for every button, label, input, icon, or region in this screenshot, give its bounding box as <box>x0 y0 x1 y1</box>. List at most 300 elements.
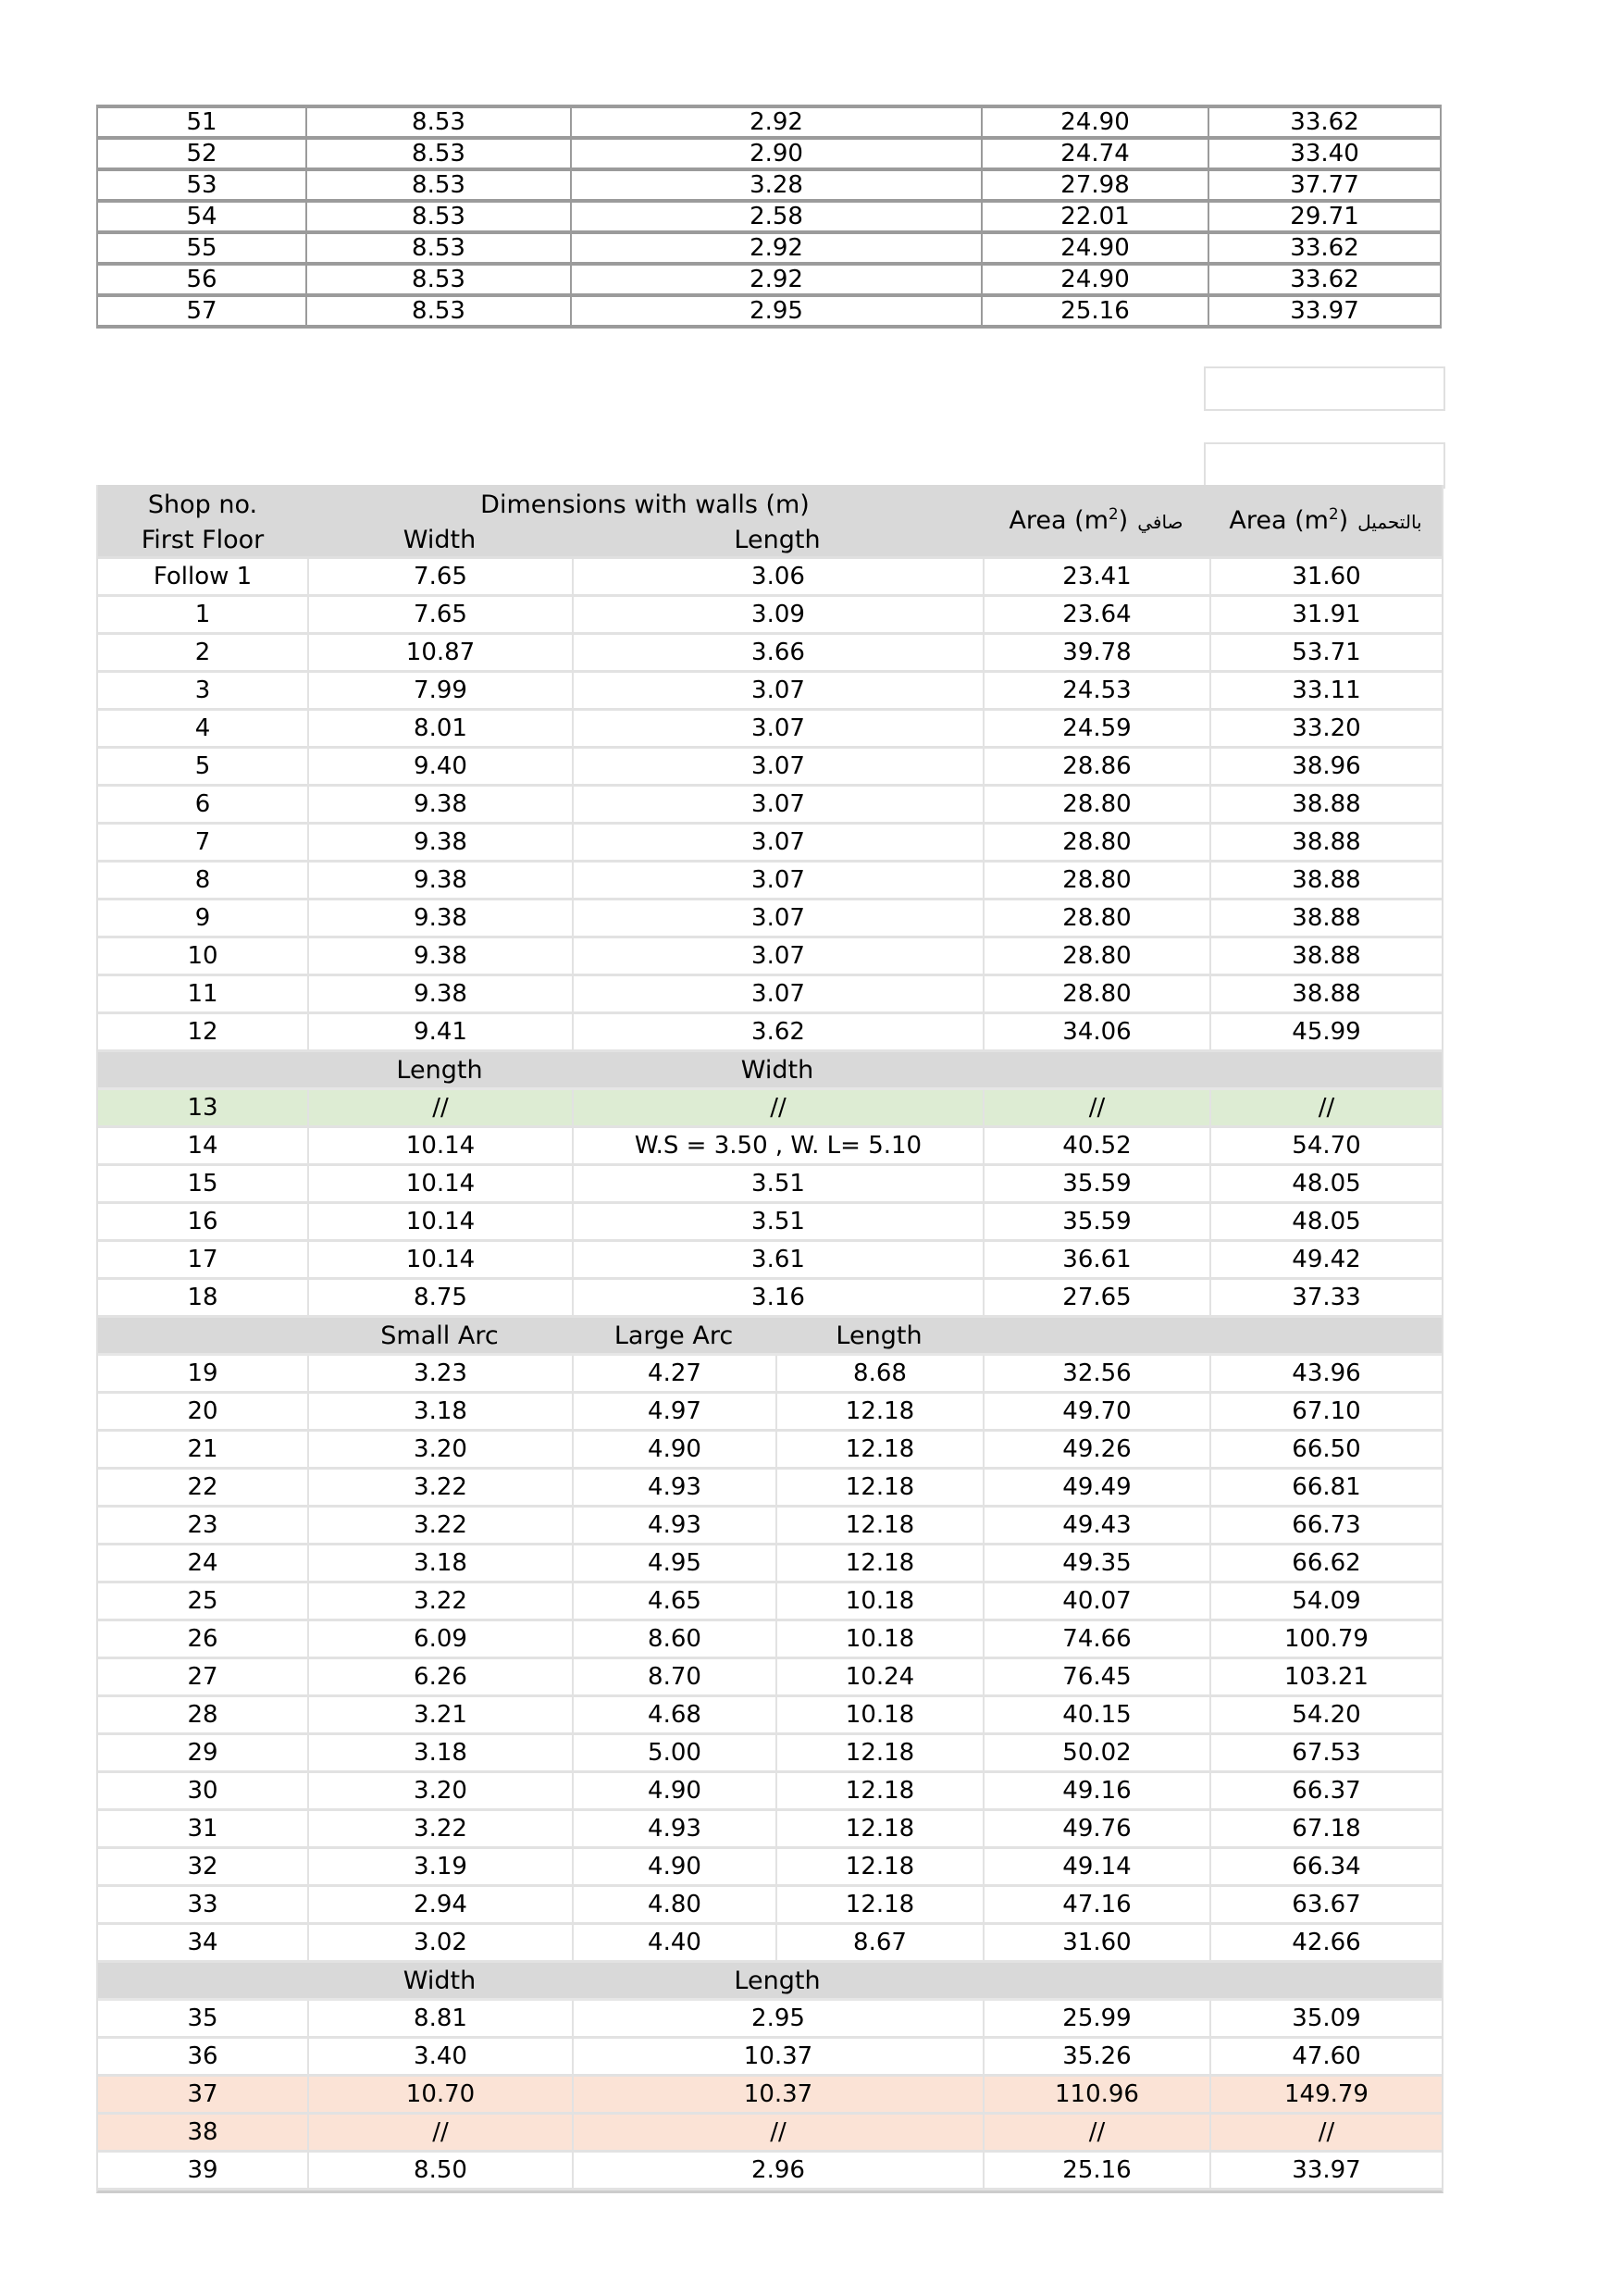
table-cell: 3.51 <box>572 1166 983 1204</box>
table-cell: 47.60 <box>1209 2039 1442 2077</box>
table-cell: 38.88 <box>1209 976 1442 1014</box>
table-cell: 8.53 <box>306 169 571 201</box>
table-cell: 8.53 <box>306 264 571 295</box>
table-cell: 4.40 <box>572 1925 775 1963</box>
table-cell: 38.88 <box>1209 825 1442 863</box>
table-cell: 2.92 <box>571 264 982 295</box>
table-cell <box>983 1963 1209 2001</box>
table-cell: 24.53 <box>983 673 1209 711</box>
table-cell: 49.70 <box>983 1394 1209 1432</box>
table-row <box>98 787 1442 825</box>
table-row <box>98 1090 1442 1128</box>
table-cell: 54 <box>97 201 306 232</box>
table-cell: 53.71 <box>1209 635 1442 673</box>
table-cell: 67.10 <box>1209 1394 1442 1432</box>
table-cell: 20 <box>98 1394 307 1432</box>
table-cell: 9.38 <box>307 900 572 938</box>
table-cell: 18 <box>98 1280 307 1318</box>
area-loaded-label: Area $(m^2)$ <box>1229 504 1349 535</box>
table-cell: 66.37 <box>1209 1773 1442 1811</box>
table-cell: 28.80 <box>983 825 1209 863</box>
table-cell: 38.88 <box>1209 787 1442 825</box>
table-cell: 34 <box>98 1925 307 1963</box>
table-cell: 66.62 <box>1209 1545 1442 1583</box>
table-cell: 8.60 <box>572 1621 775 1659</box>
table-cell <box>98 1963 307 2001</box>
table-row <box>97 169 1441 201</box>
table-cell: 3.51 <box>572 1204 983 1242</box>
table-cell: 23.41 <box>983 559 1209 597</box>
table-cell: 1 <box>98 597 307 635</box>
table-cell: 57 <box>97 295 306 327</box>
table-cell: 8.53 <box>306 295 571 327</box>
table-row <box>98 1621 1442 1659</box>
table-cell: 27.98 <box>982 169 1208 201</box>
table-cell: 23 <box>98 1508 307 1545</box>
table-cell: 3.07 <box>572 976 983 1014</box>
table-cell: 45.99 <box>1209 1014 1442 1052</box>
table-row <box>97 138 1441 169</box>
table-row <box>98 749 1442 787</box>
table-cell: 4.93 <box>572 1508 775 1545</box>
table-cell: 35 <box>98 2001 307 2039</box>
table-cell: 12.18 <box>775 1545 983 1583</box>
table-cell: 35.09 <box>1209 2001 1442 2039</box>
table-cell: 28 <box>98 1697 307 1735</box>
table-cell: 32.56 <box>983 1356 1209 1394</box>
table-cell: 10.14 <box>307 1242 572 1280</box>
table-cell: 4.68 <box>572 1697 775 1735</box>
table-row <box>98 1394 1442 1432</box>
table-row <box>98 1318 1442 1356</box>
table-cell: Width <box>307 1963 572 2001</box>
table-cell: 2.92 <box>571 106 982 138</box>
table-cell: 49.16 <box>983 1773 1209 1811</box>
table-cell: 2.94 <box>307 1887 572 1925</box>
table-cell: 16 <box>98 1204 307 1242</box>
table-cell: 37.33 <box>1209 1280 1442 1318</box>
table-cell: 54.20 <box>1209 1697 1442 1735</box>
table-cell: 10.37 <box>572 2077 983 2115</box>
table-cell: 9 <box>98 900 307 938</box>
table-row <box>98 559 1442 597</box>
table-row <box>98 1052 1442 1090</box>
table-cell: 33.40 <box>1208 138 1441 169</box>
col-header-area-net <box>983 485 1209 559</box>
table-cell: 21 <box>98 1432 307 1470</box>
table-cell <box>98 1318 307 1356</box>
table-cell: 3.18 <box>307 1735 572 1773</box>
table-cell: 2.90 <box>571 138 982 169</box>
table-cell: 3.07 <box>572 673 983 711</box>
table-cell: 55 <box>97 232 306 264</box>
table-cell: 63.67 <box>1209 1887 1442 1925</box>
table-cell: 3.07 <box>572 749 983 787</box>
table-cell: 24.90 <box>982 264 1208 295</box>
table-row <box>98 2001 1442 2039</box>
table-cell: 3.61 <box>572 1242 983 1280</box>
table-cell: 24.74 <box>982 138 1208 169</box>
table-cell: 9.38 <box>307 787 572 825</box>
table-cell: 28.80 <box>983 938 1209 976</box>
table-row <box>98 673 1442 711</box>
table-cell: 23.64 <box>983 597 1209 635</box>
table-cell: 7.65 <box>307 597 572 635</box>
table-row <box>98 825 1442 863</box>
table-cell: W.S = 3.50 , W. L= 5.10 <box>572 1128 983 1166</box>
table-cell: 66.73 <box>1209 1508 1442 1545</box>
table-cell: 3.18 <box>307 1394 572 1432</box>
table-cell: 31.60 <box>983 1925 1209 1963</box>
table-cell: 3.28 <box>571 169 982 201</box>
table-cell: 8.53 <box>306 232 571 264</box>
table-cell: 3.22 <box>307 1508 572 1545</box>
table-cell: 49.76 <box>983 1811 1209 1849</box>
table-cell: 34.06 <box>983 1014 1209 1052</box>
table-cell: 29.71 <box>1208 201 1441 232</box>
table-cell: 7.65 <box>307 559 572 597</box>
table-cell: 3.07 <box>572 938 983 976</box>
table-cell: 29 <box>98 1735 307 1773</box>
table-cell: 31.91 <box>1209 597 1442 635</box>
table-cell: // <box>1209 1090 1442 1128</box>
table-cell: 2.96 <box>572 2153 983 2191</box>
table-cell: 76.45 <box>983 1659 1209 1697</box>
col-header-dimensions: Dimensions with walls (m) <box>307 485 983 524</box>
table-cell: 8.53 <box>306 106 571 138</box>
table-cell: 12.18 <box>775 1849 983 1887</box>
table-cell: 12.18 <box>775 1508 983 1545</box>
table-row <box>98 1849 1442 1887</box>
table-cell: 8.50 <box>307 2153 572 2191</box>
table-cell: 7.99 <box>307 673 572 711</box>
table-cell: 28.80 <box>983 863 1209 900</box>
table-cell: 12.18 <box>775 1432 983 1470</box>
table-cell: 7 <box>98 825 307 863</box>
table-cell: 5 <box>98 749 307 787</box>
table-cell: 3.07 <box>572 787 983 825</box>
table-cell: 12.18 <box>775 1394 983 1432</box>
table-cell: 10.24 <box>775 1659 983 1697</box>
table-cell: 19 <box>98 1356 307 1394</box>
table-cell: 14 <box>98 1128 307 1166</box>
area-loaded-arabic-label: بالتحميل <box>1357 511 1422 533</box>
table-row <box>98 1735 1442 1773</box>
table-cell: 3.19 <box>307 1849 572 1887</box>
table-cell: 49.14 <box>983 1849 1209 1887</box>
table-cell: 49.49 <box>983 1470 1209 1508</box>
table-row <box>98 1659 1442 1697</box>
table-cell: 4 <box>98 711 307 749</box>
table-cell: // <box>307 1090 572 1128</box>
table-cell: 8.01 <box>307 711 572 749</box>
table-cell: 8.75 <box>307 1280 572 1318</box>
col-header-first-floor: First Floor <box>98 524 307 559</box>
upper-table-body <box>97 106 1441 327</box>
table-cell: 3.18 <box>307 1545 572 1583</box>
table-row <box>98 2039 1442 2077</box>
table-cell: 3.20 <box>307 1773 572 1811</box>
table-cell: 8.67 <box>775 1925 983 1963</box>
table-cell: 8.68 <box>775 1356 983 1394</box>
table-cell: 39.78 <box>983 635 1209 673</box>
col-header-shop-no: Shop no. <box>98 485 307 524</box>
table-cell: 74.66 <box>983 1621 1209 1659</box>
table-cell: 2.92 <box>571 232 982 264</box>
table-row <box>98 1773 1442 1811</box>
table-cell: Length <box>775 1318 983 1356</box>
table-cell: // <box>1209 2115 1442 2153</box>
table-cell: 49.35 <box>983 1545 1209 1583</box>
table-cell: 22.01 <box>982 201 1208 232</box>
table-cell: 8.53 <box>306 201 571 232</box>
table-cell: 24.90 <box>982 106 1208 138</box>
table-row <box>98 1583 1442 1621</box>
table-cell: 3.07 <box>572 711 983 749</box>
table-header <box>98 485 1442 559</box>
table-cell <box>983 1052 1209 1090</box>
table-cell: 22 <box>98 1470 307 1508</box>
table-cell: 10.18 <box>775 1697 983 1735</box>
table-cell: 9.38 <box>307 863 572 900</box>
table-cell: 33.97 <box>1209 2153 1442 2191</box>
table-cell: 10 <box>98 938 307 976</box>
table-cell: 2.58 <box>571 201 982 232</box>
table-cell: 8 <box>98 863 307 900</box>
table-cell: 49.26 <box>983 1432 1209 1470</box>
table-cell: 15 <box>98 1166 307 1204</box>
table-row <box>98 1508 1442 1545</box>
table-cell: 10.87 <box>307 635 572 673</box>
table-cell: 37 <box>98 2077 307 2115</box>
table-cell: 67.53 <box>1209 1735 1442 1773</box>
table-row <box>98 1356 1442 1394</box>
table-cell: 10.37 <box>572 2039 983 2077</box>
table-cell: Length <box>572 1963 983 2001</box>
table-cell: 3.40 <box>307 2039 572 2077</box>
table-cell: 54.70 <box>1209 1128 1442 1166</box>
table-cell: 3.22 <box>307 1470 572 1508</box>
table-cell: 24 <box>98 1545 307 1583</box>
table-cell: 12.18 <box>775 1773 983 1811</box>
table-cell: 8.81 <box>307 2001 572 2039</box>
table-cell: 11 <box>98 976 307 1014</box>
table-cell: 32 <box>98 1849 307 1887</box>
table-cell <box>98 1052 307 1090</box>
table-cell: 31 <box>98 1811 307 1849</box>
table-cell: // <box>572 1090 983 1128</box>
empty-cell <box>1204 442 1445 489</box>
table-row <box>98 1697 1442 1735</box>
table-cell: 9.41 <box>307 1014 572 1052</box>
table-cell: 66.34 <box>1209 1849 1442 1887</box>
table-cell: Width <box>572 1052 983 1090</box>
table-cell: 36 <box>98 2039 307 2077</box>
table-cell: 9.38 <box>307 938 572 976</box>
table-cell: 9.40 <box>307 749 572 787</box>
table-cell: 9.38 <box>307 976 572 1014</box>
table-cell: 24.59 <box>983 711 1209 749</box>
table-cell: 3.07 <box>572 825 983 863</box>
table-cell: 10.18 <box>775 1621 983 1659</box>
table-cell: 3.09 <box>572 597 983 635</box>
table-cell: 4.95 <box>572 1545 775 1583</box>
table-cell: 35.26 <box>983 2039 1209 2077</box>
table-row <box>98 1166 1442 1204</box>
table-row <box>98 1128 1442 1166</box>
table-row <box>98 1811 1442 1849</box>
table-cell: 48.05 <box>1209 1166 1442 1204</box>
table-cell: 35.59 <box>983 1166 1209 1204</box>
table-cell: 9.38 <box>307 825 572 863</box>
table-cell: 3.21 <box>307 1697 572 1735</box>
table-row <box>98 938 1442 976</box>
table-cell: 38.88 <box>1209 938 1442 976</box>
table-cell: 39 <box>98 2153 307 2191</box>
table-cell: 10.14 <box>307 1166 572 1204</box>
table-row <box>97 295 1441 327</box>
table-cell: 33.97 <box>1208 295 1441 327</box>
table-cell: 36.61 <box>983 1242 1209 1280</box>
table-row <box>98 1014 1442 1052</box>
upper-table <box>96 105 1442 329</box>
table-cell <box>1209 1052 1442 1090</box>
table-cell: 10.14 <box>307 1204 572 1242</box>
table-row <box>98 2115 1442 2153</box>
table-cell: 3.62 <box>572 1014 983 1052</box>
empty-cell <box>1204 366 1445 411</box>
table-row <box>98 1925 1442 1963</box>
table-row <box>98 1545 1442 1583</box>
table-cell: 24.90 <box>982 232 1208 264</box>
table-cell: 28.80 <box>983 787 1209 825</box>
table-cell: 6 <box>98 787 307 825</box>
table-cell: 4.80 <box>572 1887 775 1925</box>
table-cell: 8.53 <box>306 138 571 169</box>
table-cell: 40.52 <box>983 1128 1209 1166</box>
col-header-length: Length <box>572 524 983 559</box>
table-cell: 54.09 <box>1209 1583 1442 1621</box>
table-cell: // <box>572 2115 983 2153</box>
table-cell: 12.18 <box>775 1811 983 1849</box>
table-cell: 33.11 <box>1209 673 1442 711</box>
table-cell: 110.96 <box>983 2077 1209 2115</box>
table-row <box>98 900 1442 938</box>
table-cell: 4.93 <box>572 1811 775 1849</box>
table-row <box>98 1432 1442 1470</box>
table-cell: 30 <box>98 1773 307 1811</box>
table-cell: 2.95 <box>572 2001 983 2039</box>
table-cell: 3.66 <box>572 635 983 673</box>
table-cell: 40.07 <box>983 1583 1209 1621</box>
table-cell: 25 <box>98 1583 307 1621</box>
table-cell: 3.22 <box>307 1583 572 1621</box>
table-cell: 33 <box>98 1887 307 1925</box>
table-cell: 31.60 <box>1209 559 1442 597</box>
table-row <box>98 635 1442 673</box>
table-cell: 26 <box>98 1621 307 1659</box>
table-row <box>98 1242 1442 1280</box>
table-cell: 103.21 <box>1209 1659 1442 1697</box>
table-cell: 42.66 <box>1209 1925 1442 1963</box>
area-net-arabic-label: صافي <box>1137 511 1183 533</box>
shops-table-body <box>98 559 1442 2191</box>
table-cell: 4.90 <box>572 1849 775 1887</box>
table-row <box>98 711 1442 749</box>
table-cell: 49.42 <box>1209 1242 1442 1280</box>
col-header-area-loaded <box>1209 485 1442 559</box>
table-row <box>98 1470 1442 1508</box>
table-cell: 33.20 <box>1209 711 1442 749</box>
table-cell: 35.59 <box>983 1204 1209 1242</box>
table-cell: 6.09 <box>307 1621 572 1659</box>
table-cell: 66.81 <box>1209 1470 1442 1508</box>
table-cell: 28.86 <box>983 749 1209 787</box>
table-cell: 53 <box>97 169 306 201</box>
table-cell: 3.02 <box>307 1925 572 1963</box>
table-cell: 38 <box>98 2115 307 2153</box>
table-cell: 27.65 <box>983 1280 1209 1318</box>
table-cell: 3.20 <box>307 1432 572 1470</box>
table-cell: 12 <box>98 1014 307 1052</box>
table-cell: // <box>983 2115 1209 2153</box>
table-cell: 3.07 <box>572 863 983 900</box>
table-cell <box>983 1318 1209 1356</box>
table-cell: 47.16 <box>983 1887 1209 1925</box>
table-cell: 48.05 <box>1209 1204 1442 1242</box>
table-cell: 4.65 <box>572 1583 775 1621</box>
table-cell: 25.99 <box>983 2001 1209 2039</box>
table-row <box>97 201 1441 232</box>
table-cell: 5.00 <box>572 1735 775 1773</box>
table-cell: Length <box>307 1052 572 1090</box>
table-cell: 28.80 <box>983 900 1209 938</box>
table-cell: // <box>983 1090 1209 1128</box>
table-row <box>98 2077 1442 2115</box>
table-row <box>97 106 1441 138</box>
table-cell: Large Arc <box>572 1318 775 1356</box>
table-cell: 50.02 <box>983 1735 1209 1773</box>
table-cell: 4.90 <box>572 1773 775 1811</box>
table-cell <box>1209 1963 1442 2001</box>
table-cell: 49.43 <box>983 1508 1209 1545</box>
table-row <box>98 2153 1442 2191</box>
table-cell: 10.70 <box>307 2077 572 2115</box>
col-header-width: Width <box>307 524 572 559</box>
table-cell: 28.80 <box>983 976 1209 1014</box>
table-cell: 3.22 <box>307 1811 572 1849</box>
table-cell: 37.77 <box>1208 169 1441 201</box>
table-cell: 38.88 <box>1209 863 1442 900</box>
table-cell: 3.07 <box>572 900 983 938</box>
table-cell: 4.27 <box>572 1356 775 1394</box>
table-cell: 12.18 <box>775 1735 983 1773</box>
table-cell: 66.50 <box>1209 1432 1442 1470</box>
table-cell: 38.88 <box>1209 900 1442 938</box>
table-cell: 33.62 <box>1208 106 1441 138</box>
header-row-1 <box>98 485 1442 524</box>
table-cell: 25.16 <box>983 2153 1209 2191</box>
table-row <box>98 863 1442 900</box>
table-cell: 67.18 <box>1209 1811 1442 1849</box>
table-cell: 43.96 <box>1209 1356 1442 1394</box>
table-cell <box>1209 1318 1442 1356</box>
table-row <box>97 264 1441 295</box>
table-cell: 12.18 <box>775 1470 983 1508</box>
table-cell: 4.93 <box>572 1470 775 1508</box>
table-cell: 4.90 <box>572 1432 775 1470</box>
table-row <box>98 1963 1442 2001</box>
